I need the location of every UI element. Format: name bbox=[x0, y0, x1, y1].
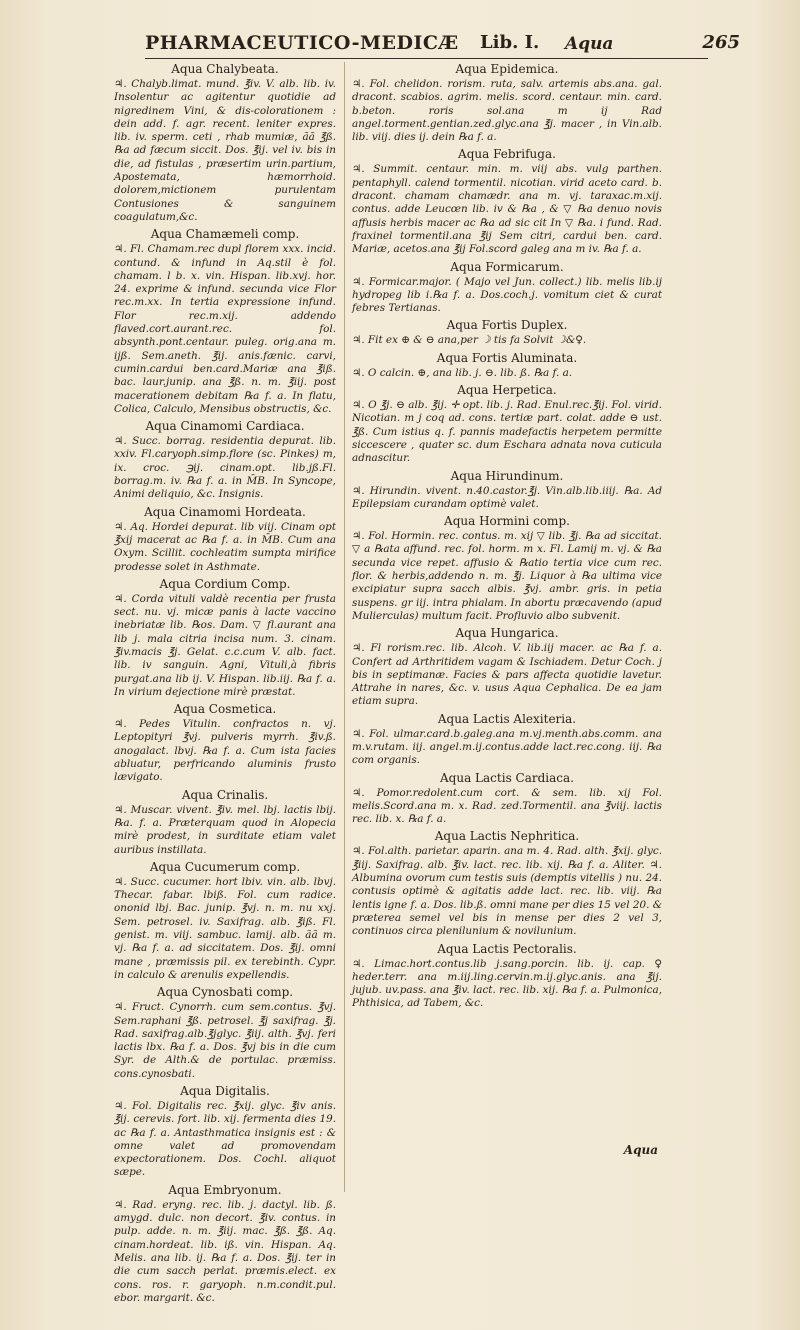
recipe-title: Aqua Crinalis. bbox=[181, 787, 269, 802]
recipe-title: Aqua Fortis Duplex. bbox=[446, 318, 568, 333]
recipe-entry bbox=[114, 577, 336, 699]
recipe-title: Aqua Epidemica. bbox=[455, 62, 559, 76]
recipe-text: ♃. Fol. chelidon. rorism. ruta, salv. artemis abs.ana. gal. dracont. scabios. agrim. melis. scord. centaur. min. card. b.beton. roris sol.ana m ij Rad angel.torment.gentian.zed.glyc.ana ℥j. macer , in Vin.alb. lib. viij. dies ij. dein ℞a f. a. bbox=[352, 78, 662, 144]
recipe-entry bbox=[352, 771, 662, 827]
recipe-entry bbox=[352, 469, 662, 512]
recipe-text: ♃. Formicar.major. ( Majo vel Jun. collect.) lib. melis lib.ij hydropeg lib i.℞a f. a. Dos.coch.j. vomitum ciet & curat febres Tertianas. bbox=[352, 275, 662, 315]
recipe-title: Aqua Cinamomi Cardiaca. bbox=[145, 419, 305, 434]
page-number: 265 bbox=[702, 32, 740, 53]
recipe-title: Aqua Fortis Aluminata. bbox=[436, 350, 578, 365]
recipe-text: ♃. Muscar. vivent. ℥iv. mel. lbj. lactis lbij. ℞a. f. a. Præterquam quod in Alopecia mirè prodest, in surditate etiam valet auribus instillata. bbox=[114, 803, 336, 856]
recipe-title: Aqua Cinamomi Hordeata. bbox=[144, 504, 306, 519]
recipe-entry bbox=[114, 227, 336, 416]
recipe-title: Aqua Cordium Comp. bbox=[159, 576, 291, 591]
recipe-entry bbox=[352, 62, 662, 144]
recipe-text: ♃. Pedes Vitulin. confractos n. vj. Leptopityri ℥vj. pulveris myrrh. ℥iv.ß. anogalact. lbvj. ℞a f. a. Cum ista facies abluatur, perfricando aluminis frusto lævigato. bbox=[114, 718, 336, 784]
recipe-title: Aqua Febrifuga. bbox=[458, 147, 556, 162]
recipe-title: Aqua Lactis Nephritica. bbox=[434, 829, 580, 844]
left-column bbox=[114, 62, 336, 1308]
recipe-text: ♃. O calcin. ⊕, ana lib. j. ⊖. lib. ß. ℞a f. a. bbox=[352, 366, 573, 379]
recipe-text: ♃. Summit. centaur. min. m. viij abs. vulg parthen. pentaphyll. calend tormentil. nicotian. virid aceto card. b. dracont. chamam chamædr. ana m. vj. taraxac.m.xij. contus. adde Leucœn lib. iv & ℞a , & ▽ ℞a denuo novis affusis herbis macer ac ℞a ad sic cit In ▽ ℞a. i fund. Rad. fraxinel tormentil.ana ℥ij Sem citri, cardui ben. card. Mariæ, acetos.ana ℥ij Fol.scord galeg ana m iv. ℞a f. a. bbox=[352, 163, 662, 256]
recipe-title: Aqua Cucumerum comp. bbox=[149, 859, 301, 874]
recipe-entry bbox=[352, 514, 662, 623]
recipe-entry bbox=[352, 383, 662, 465]
recipe-text: ♃. Fol. Digitalis rec. ℥xij. glyc. ℥iv anis. ℥ij. cerevis. fort. lib. xij. fermenta dies 19. ac ℞a f. a. Antasthmatica insignis est : & omne valet ad promovendam expectorationem. Dos. Cochl. aliquot sæpe. bbox=[114, 1100, 336, 1179]
recipe-text: ♃. Fit ex ⊕ & ⊖ ana,per ☽ tis fa Solvit ☽&♀. bbox=[352, 334, 587, 347]
header-book: Lib. I. bbox=[480, 32, 540, 53]
recipe-title: Aqua Chamæmeli comp. bbox=[150, 227, 300, 242]
header-title: PHARMACEUTICO-MEDICÆ bbox=[145, 32, 459, 54]
recipe-text: ♃. Aq. Hordei depurat. lib viij. Cinam opt ℥xij macerat ac ℞a f. a. in M̄B. Cum ana Oxym. Scillit. cochleatim sumpta mirifice prodesse solet in Asthmate. bbox=[114, 520, 336, 573]
recipe-title: Aqua Lactis Cardiaca. bbox=[440, 770, 574, 785]
recipe-entry bbox=[114, 788, 336, 857]
catchword: Aqua bbox=[623, 1143, 658, 1157]
recipe-title: Aqua Digitalis. bbox=[180, 1084, 270, 1098]
recipe-title: Aqua Embryonum. bbox=[168, 1182, 282, 1197]
right-column bbox=[352, 62, 662, 1014]
recipe-title: Aqua Hungarica. bbox=[455, 626, 559, 641]
recipe-text: ♃. Chalyb.limat. mund. ℥iv. V. alb. lib. iv. Insolentur ac agitentur quotidie ad nigredinem Vini, & dis-colorationem : dein add. f. agr. recent. leniter expres. lib. iv. sperm. ceti , rhab mumiæ, ãã ℥ß. ℞a ad fæcum siccit. Dos. ℥ij. vel iv. bis in die, ad fistulas , præsertim urin.partium, Apostemata, hæmorrhoid. dolorem,mictionem purulentam Contusiones & sanguinem coagulatum,&c. bbox=[114, 78, 336, 223]
recipe-title: Aqua Hormini comp. bbox=[444, 514, 570, 529]
recipe-text: ♃. O ℥j. ⊖ alb. ℥ij. ✛ opt. lib. j. Rad. Enul.rec.℥ij. Fol. virid. Nicotian. m j coq ad. cons. tertiæ part. colat. adde ⊖ ust. ℥ß. Cum istius q. f. pannis madefactis herpetem permitte siccescere , quater sc. dum Eschara adnata nova cuticula adnascitur. bbox=[352, 399, 662, 465]
recipe-text: ♃. Succ. borrag. residentia depurat. lib. xxiv. Fl.caryoph.simp.flore (sc. Pinkes) m, ix. croc. ℈ij. cinam.opt. lib.jß.Fl. borrag.m. iv. ℞a f. a. in M̄B. In Syncope, Animi deliquio, &c. Insignis. bbox=[114, 435, 336, 501]
recipe-text: ♃. Fol.alth. parietar. aparin. ana m. 4. Rad. alth. ℥xij. glyc. ℥iij. Saxifrag. alb. ℥iv. lact. rec. lib. xij. ℞a f. a. Aliter. ♃. Albumina ovorum cum testis suis (demptis vitellis ) nu. 24. contusis optimè & agitatis adde lact. rec. lib. viij. ℞a lentis igne f. a. Dos. lib.ß. omni mane per dies 15 vel 20. & præterea semel vel bis in mense per dies 2 vel 3, continuos circa plenilunium & novilunium. bbox=[352, 845, 662, 938]
column-divider bbox=[344, 62, 345, 1192]
recipe-title: Aqua Hirundinum. bbox=[450, 468, 564, 483]
recipe-entry bbox=[352, 712, 662, 768]
recipe-text: ♃. Hirundin. vivent. n.40.castor.℥j. Vin.alb.lib.iiij. ℞a. Ad Epilepsiam curandam optimè valet. bbox=[352, 484, 662, 510]
recipe-entry bbox=[114, 702, 336, 784]
recipe-text: ♃. Fol. ulmar.card.b.galeg.ana m.vj.menth.abs.comm. ana m.v.rutam. iij. angel.m.ij.contus.adde lact.rec.cong. iij. ℞a com organis. bbox=[352, 727, 662, 767]
recipe-entry bbox=[352, 942, 662, 1011]
running-header bbox=[145, 30, 740, 59]
recipe-entry bbox=[114, 985, 336, 1081]
recipe-text: ♃. Limac.hort.contus.lib j.sang.porcin. lib. ij. cap. ♀ heder.terr. ana m.iij.ling.cervin.m.ij.glyc.anis. ana ℥ij. jujub. uv.pass. ana ℥iv. lact. rec. lib. xij. ℞a f. a. Pulmonica, Phthisica, ad Tabem, &c. bbox=[352, 957, 662, 1010]
recipe-title: Aqua Chalybeata. bbox=[171, 62, 279, 76]
header-catch-word: Aqua bbox=[565, 34, 614, 54]
recipe-title: Aqua Lactis Alexiteria. bbox=[437, 711, 577, 726]
recipe-entry bbox=[114, 1084, 336, 1180]
recipe-entry bbox=[114, 1183, 336, 1305]
recipe-text: ♃. Fruct. Cynorrh. cum sem.contus. ℥vj. Sem.raphani ℥ß. petrosel. ℥j saxifrag. ℥j. Rad. saxifrag.alb.℥jglyc. ℥iij. alth. ℥vj. feri lactis lbx. ℞a f. a. Dos. ℥vj bis in die cum Syr. de Alth.& de portulac. præmiss. cons.cynosbati. bbox=[114, 1001, 336, 1080]
recipe-title: Aqua Formicarum. bbox=[450, 259, 564, 274]
recipe-entry bbox=[114, 860, 336, 982]
recipe-text: ♃. Rad. eryng. rec. lib. j. dactyl. lib. ß. amygd. dulc. non decort. ℥iv. contus. in pulp. adde. n. m. ℥iij. mac. ℥ß. ℥ß. Aq. cinam.hordeat. lib. iß. vin. Hispan. Aq. Melis. ana lib. ij. ℞a f. a. Dos. ℥ij. ter in die cum sacch perlat. præmis.elect. ex cons. ros. r. garyoph. n.m.condit.pul. ebor. margarit. &c. bbox=[114, 1198, 336, 1304]
recipe-entry bbox=[352, 351, 662, 380]
recipe-title: Aqua Cosmetica. bbox=[173, 702, 277, 717]
recipe-entry bbox=[114, 62, 336, 224]
recipe-entry bbox=[352, 318, 662, 347]
recipe-entry bbox=[352, 829, 662, 938]
recipe-text: ♃. Corda vituli valdè recentia per frusta sect. nu. vj. micæ panis à lacte vaccino inebriatæ lib. ℞os. Dam. ▽ fl.aurant ana lib j. mala citria incisa num. 3. cinam. ℥iv.macis ℥j. Gelat. c.c.cum V. alb. fact. lib. iv sanguin. Agni, Vituli,à fibris purgat.ana lib ij. V. Hispan. lib.iij. ℞a f. a. In virium dejectione mirè præstat. bbox=[114, 592, 336, 698]
recipe-entry bbox=[352, 260, 662, 316]
recipe-text: ♃. Fl rorism.rec. lib. Alcoh. V. lib.iij macer. ac ℞a f. a. Confert ad Arthritidem vagam & Ischiadem. Detur Coch. j bis in septimanæ. Facies & pars affecta quotidie lavetur. Attrahe in nares, &c. v. usus Aqua Cephalica. De ea jam etiam supra. bbox=[352, 642, 662, 708]
recipe-entry bbox=[114, 505, 336, 574]
recipe-text: ♃. Pomor.redolent.cum cort. & sem. lib. xij Fol. melis.Scord.ana m. x. Rad. zed.Tormentil. ana ℥viij. lactis rec. lib. x. ℞a f. a. bbox=[352, 786, 662, 826]
recipe-title: Aqua Lactis Pectoralis. bbox=[437, 941, 577, 956]
recipe-text: ♃. Fol. Hormin. rec. contus. m. xij ▽ lib. ℥j. ℞a ad siccitat. ▽ a ℞ata affund. rec. fol. horm. m x. Fl. Lamij m. vj. & ℞a secunda vice repet. affusio & ℞atio tertia vice cum rec. flor. & herbis,addendo n. m. ℥j. Liquor à ℞a ultima vice excipiatur supra sacch albis. ℥vj. ambr. gris. in petia suspens. gr iij. intra phialam. In abortu præcavendo (apud Mulierculas) multum facit. Profluvio albo subvenit. bbox=[352, 530, 662, 622]
recipe-entry bbox=[352, 626, 662, 708]
recipe-title: Aqua Cynosbati comp. bbox=[156, 985, 294, 1000]
recipe-entry bbox=[352, 147, 662, 256]
recipe-text: ♃. Fl. Chamam.rec dupl florem xxx. incid. contund. & infund in Aq.stil è fol. chamam. l b. x. vin. Hispan. lib.xvj. hor. 24. exprime & infund. secunda vice Flor rec.m.xx. In tertia expressione infund. Flor rec.m.xij. addendo flaved.cort.aurant.rec. fol. absynth.pont.centaur. puleg. orig.ana m. ijß. Sem.aneth. ℥ij. anis.fænic. carvi, cumin.cardui ben.card.Mariæ ana ℥iß. bac. laur.junip. ana ℥ß. n. m. ℥iij. post macerationem debitam ℞a f. a. In flatu, Colica, Calculo, Mensibus obstructis, &c. bbox=[114, 243, 336, 415]
recipe-title: Aqua Herpetica. bbox=[457, 383, 557, 398]
recipe-text: ♃. Succ. cucumer. hort lbiv. vin. alb. lbvj. Thecar. fabar. lbiß. Fol. cum radice. ononid lbj. Bac. junip. ℥vj. n. m. nu xxj. Sem. petrosel. iv. Saxifrag. alb. ℥iß. Fl. genist. m. viij. sambuc. lamij. alb. ãã m. vj. ℞a f. a. ad siccitatem. Dos. ℥ij. omni mane , præmissis pil. ex terebinth. Cypr. in calculo & arenulis expellendis. bbox=[114, 875, 336, 981]
recipe-entry bbox=[114, 419, 336, 501]
